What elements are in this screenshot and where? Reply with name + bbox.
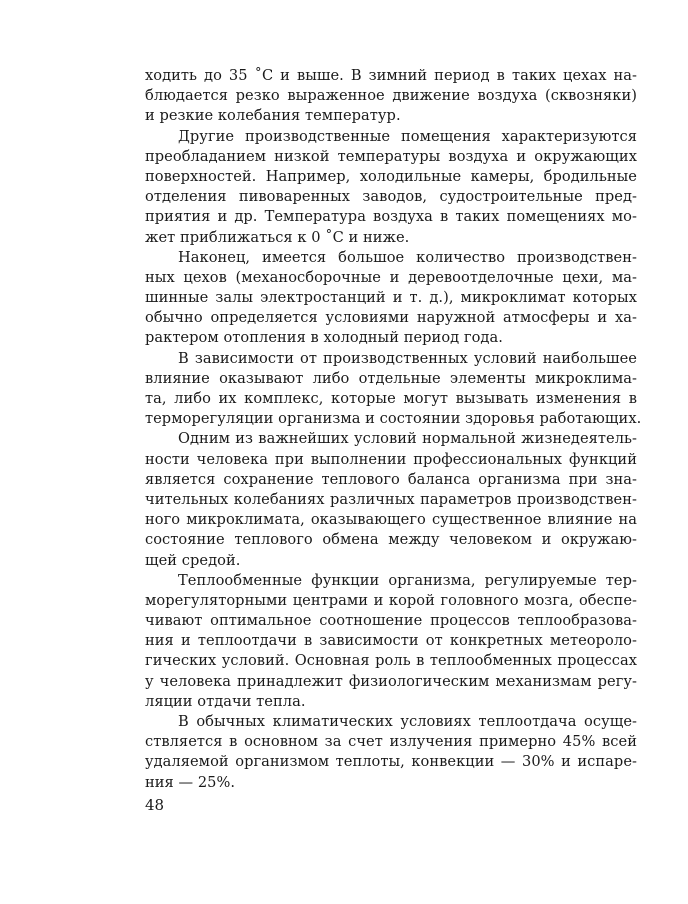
page-body [145, 66, 642, 793]
text-line: шинные залы электростанций и т. д.), микроклимат которых [145, 289, 637, 307]
text-line: та, либо их комплекс, которые могут вызывать изменения в [145, 390, 637, 407]
text-line: В обычных климатических условиях теплоотдача осуще- [178, 713, 637, 730]
text-line: морегуляторными центрами и корой головного мозга, обеспе- [145, 591, 637, 609]
text-line: у человека принадлежит физиологическим механизмам регу- [145, 672, 637, 690]
text-line: ного микроклимата, оказывающего существенное влияние на [145, 511, 637, 529]
text-line: влияние оказывают либо отдельные элементы микроклима- [145, 369, 637, 387]
text-line: ляции отдачи тепла. [145, 692, 306, 710]
paragraph [145, 66, 637, 127]
text-line: ных цехов (механосборочные и деревоотделочные цехи, ма- [145, 268, 637, 286]
text-line: ния — 25%. [145, 773, 236, 791]
text-line: Наконец, имеется большое количество производствен- [178, 248, 637, 266]
text-line: отделения пивоваренных заводов, судостроительные пред- [145, 188, 637, 206]
text-line: ности человека при выполнении профессиональных функций [145, 450, 637, 468]
paragraph [145, 349, 642, 430]
paragraph [145, 429, 637, 570]
text-line: щей средой. [145, 551, 241, 569]
text-line: ствляется в основном за счет излучения примерно 45% всей [145, 733, 637, 751]
paragraph [145, 571, 637, 712]
text-line: Другие производственные помещения характеризуются [178, 127, 637, 145]
text-line: преобладанием низкой температуры воздуха и окружающих [145, 147, 637, 165]
text-line: ходить до 35 ˚С и выше. В зимний период в таких цехах на- [145, 67, 637, 84]
text-line: Одним из важнейших условий нормальной жизнедеятель- [178, 430, 637, 448]
paragraph [145, 712, 637, 793]
text-line: приятия и др. Температура воздуха в таких помещениях мо- [145, 208, 637, 226]
text-line: обычно определяется условиями наружной атмосферы и ха- [145, 309, 637, 327]
text-line: гических условий. Основная роль в теплообменных процессах [145, 652, 637, 670]
text-line: является сохранение теплового баланса организма при зна- [145, 470, 637, 488]
text-line: терморегуляции организма и состоянии здоровья работающих. [145, 410, 642, 428]
paragraph [145, 248, 637, 349]
text-line: блюдается резко выраженное движение воздуха (сквозняки) [145, 87, 637, 105]
text-line: чительных колебаниях различных параметров производствен- [145, 490, 637, 508]
text-line: поверхностей. Например, холодильные камеры, бродильные [145, 167, 637, 185]
text-line: ния и теплоотдачи в зависимости от конкретных метеороло- [145, 632, 637, 650]
text-line: рактером отопления в холодный период года. [145, 329, 503, 347]
text-line: жет приближаться к 0 ˚С и ниже. [145, 228, 410, 246]
text-line: и резкие колебания температур. [145, 107, 401, 125]
text-line: В зависимости от производственных условий наибольшее [178, 349, 637, 367]
text-line: Теплообменные функции организма, регулируемые тер- [178, 571, 637, 589]
text-line: чивают оптимальное соотношение процессов теплообразова- [145, 612, 637, 630]
paragraph [145, 127, 637, 248]
text-line: удаляемой организмом теплоты, конвекции — 30% и испаре- [145, 753, 637, 771]
text-line: состояние теплового обмена между человеком и окружаю- [145, 531, 637, 549]
page-number: 48 [145, 796, 165, 814]
